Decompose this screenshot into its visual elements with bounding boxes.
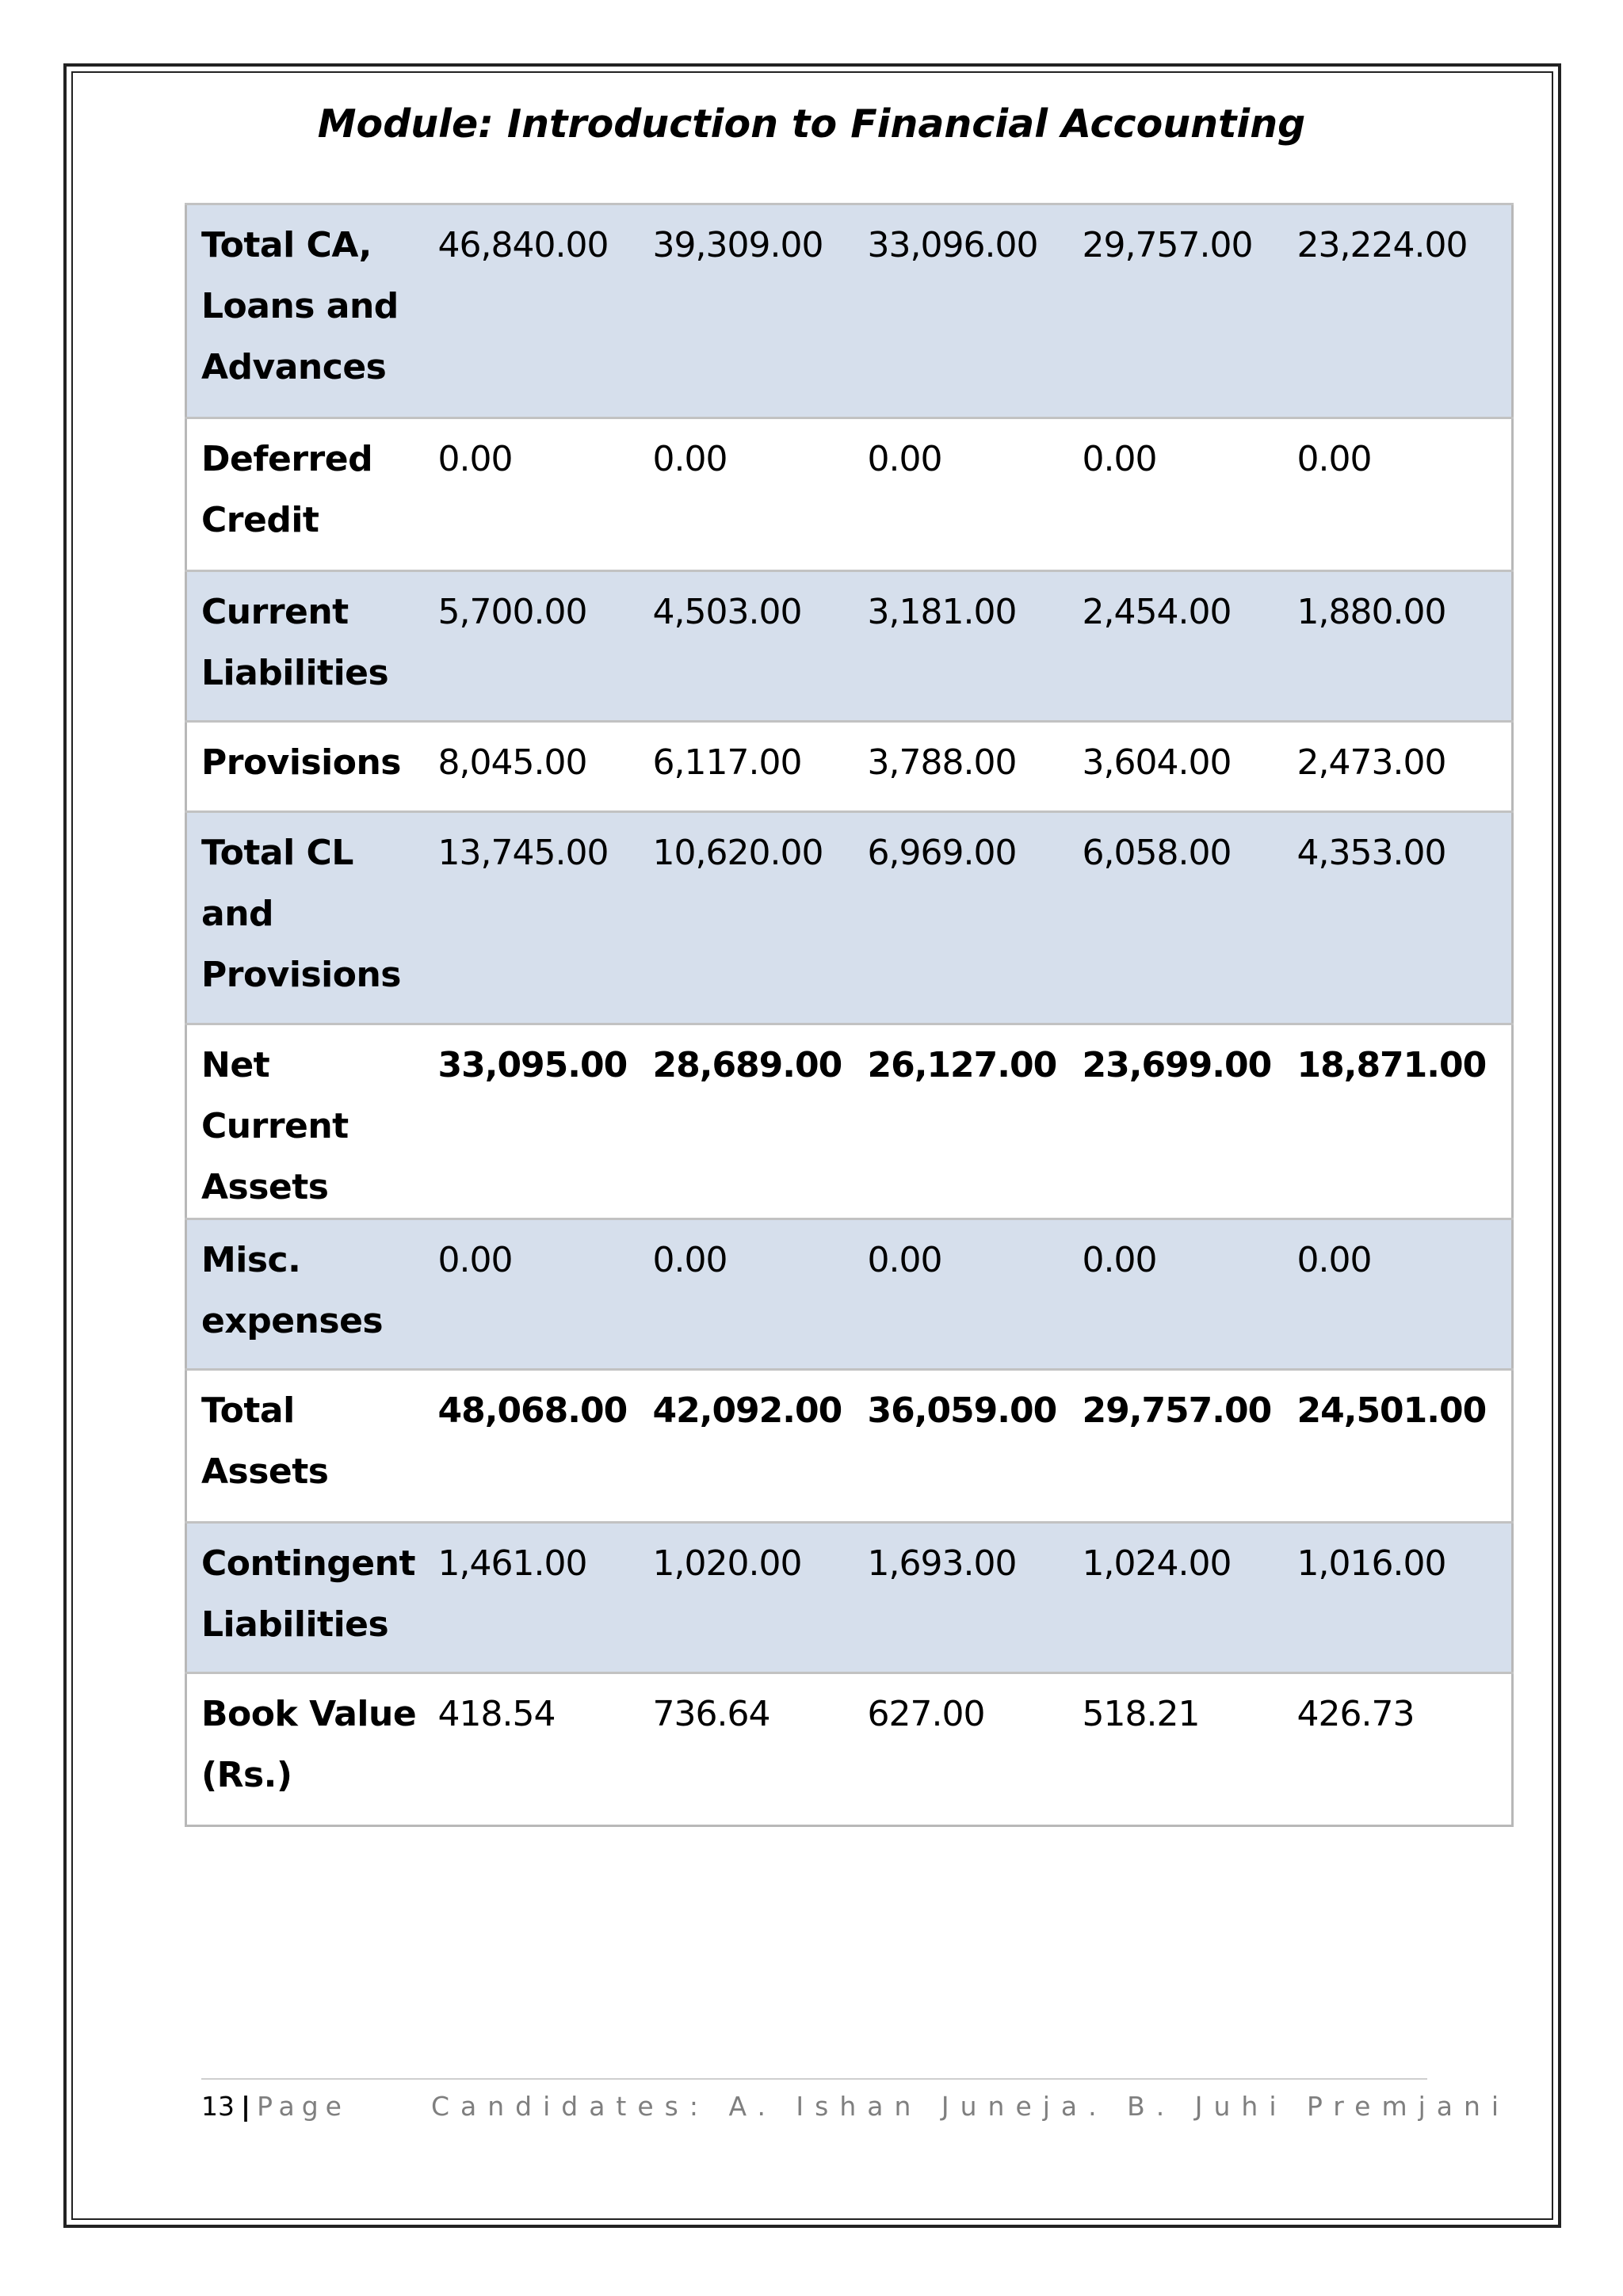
value-cell: 46,840.00 xyxy=(437,204,651,418)
table-body xyxy=(186,204,1513,1826)
value-cell: 10,620.00 xyxy=(651,812,866,1024)
value-cell: 3,788.00 xyxy=(866,722,1081,812)
value-cell: 33,095.00 xyxy=(437,1024,651,1219)
table-row xyxy=(186,1370,1513,1523)
row-label: Contingent Liabilities xyxy=(186,1523,437,1673)
value-cell: 0.00 xyxy=(437,418,651,571)
value-cell: 3,604.00 xyxy=(1081,722,1296,812)
value-cell: 1,020.00 xyxy=(651,1523,866,1673)
value-cell: 4,353.00 xyxy=(1296,812,1513,1024)
table-row xyxy=(186,204,1513,418)
value-cell: 0.00 xyxy=(1296,418,1513,571)
value-cell: 0.00 xyxy=(1081,1219,1296,1370)
value-cell: 0.00 xyxy=(866,1219,1081,1370)
value-cell: 1,693.00 xyxy=(866,1523,1081,1673)
value-cell: 2,473.00 xyxy=(1296,722,1513,812)
table-row xyxy=(186,722,1513,812)
value-cell: 23,224.00 xyxy=(1296,204,1513,418)
footer-separator: | xyxy=(241,2091,251,2122)
value-cell: 4,503.00 xyxy=(651,571,866,722)
value-cell: 518.21 xyxy=(1081,1673,1296,1826)
value-cell: 0.00 xyxy=(651,418,866,571)
table-row xyxy=(186,1219,1513,1370)
value-cell: 29,757.00 xyxy=(1081,1370,1296,1523)
value-cell: 627.00 xyxy=(866,1673,1081,1826)
page-label: Page xyxy=(257,2091,349,2122)
value-cell: 1,880.00 xyxy=(1296,571,1513,722)
financial-data-table xyxy=(185,203,1514,1827)
row-label: Current Liabilities xyxy=(186,571,437,722)
value-cell: 1,024.00 xyxy=(1081,1523,1296,1673)
row-label: Deferred Credit xyxy=(186,418,437,571)
value-cell: 2,454.00 xyxy=(1081,571,1296,722)
value-cell: 36,059.00 xyxy=(866,1370,1081,1523)
row-label: Total Assets xyxy=(186,1370,437,1523)
value-cell: 18,871.00 xyxy=(1296,1024,1513,1219)
table-row xyxy=(186,1024,1513,1219)
value-cell: 48,068.00 xyxy=(437,1370,651,1523)
value-cell: 24,501.00 xyxy=(1296,1370,1513,1523)
value-cell: 0.00 xyxy=(1081,418,1296,571)
value-cell: 6,058.00 xyxy=(1081,812,1296,1024)
row-label: Net Current Assets xyxy=(186,1024,437,1219)
value-cell: 0.00 xyxy=(437,1219,651,1370)
value-cell: 42,092.00 xyxy=(651,1370,866,1523)
table-row xyxy=(186,418,1513,571)
value-cell: 6,969.00 xyxy=(866,812,1081,1024)
candidates-credit: Candidates: A. Ishan Juneja. B. Juhi Premjani xyxy=(430,2091,1510,2122)
table-row xyxy=(186,812,1513,1024)
module-title: Module: Introduction to Financial Accounting xyxy=(317,101,1306,147)
value-cell: 28,689.00 xyxy=(651,1024,866,1219)
value-cell: 426.73 xyxy=(1296,1673,1513,1826)
value-cell: 6,117.00 xyxy=(651,722,866,812)
row-label: Misc. expenses xyxy=(186,1219,437,1370)
table-row xyxy=(186,1673,1513,1826)
row-label: Total CL and Provisions xyxy=(186,812,437,1024)
value-cell: 736.64 xyxy=(651,1673,866,1826)
value-cell: 3,181.00 xyxy=(866,571,1081,722)
value-cell: 39,309.00 xyxy=(651,204,866,418)
value-cell: 29,757.00 xyxy=(1081,204,1296,418)
page-number: 13 xyxy=(201,2091,235,2122)
row-label: Total CA, Loans and Advances xyxy=(186,204,437,418)
value-cell: 13,745.00 xyxy=(437,812,651,1024)
value-cell: 5,700.00 xyxy=(437,571,651,722)
row-label: Book Value (Rs.) xyxy=(186,1673,437,1826)
value-cell: 26,127.00 xyxy=(866,1024,1081,1219)
value-cell: 0.00 xyxy=(866,418,1081,571)
value-cell: 23,699.00 xyxy=(1081,1024,1296,1219)
value-cell: 418.54 xyxy=(437,1673,651,1826)
value-cell: 0.00 xyxy=(1296,1219,1513,1370)
table-row xyxy=(186,1523,1513,1673)
page-footer xyxy=(201,2088,1510,2125)
value-cell: 1,461.00 xyxy=(437,1523,651,1673)
value-cell: 0.00 xyxy=(651,1219,866,1370)
footer-divider xyxy=(201,2078,1427,2080)
row-label: Provisions xyxy=(186,722,437,812)
value-cell: 1,016.00 xyxy=(1296,1523,1513,1673)
value-cell: 8,045.00 xyxy=(437,722,651,812)
value-cell: 33,096.00 xyxy=(866,204,1081,418)
table-row xyxy=(186,571,1513,722)
